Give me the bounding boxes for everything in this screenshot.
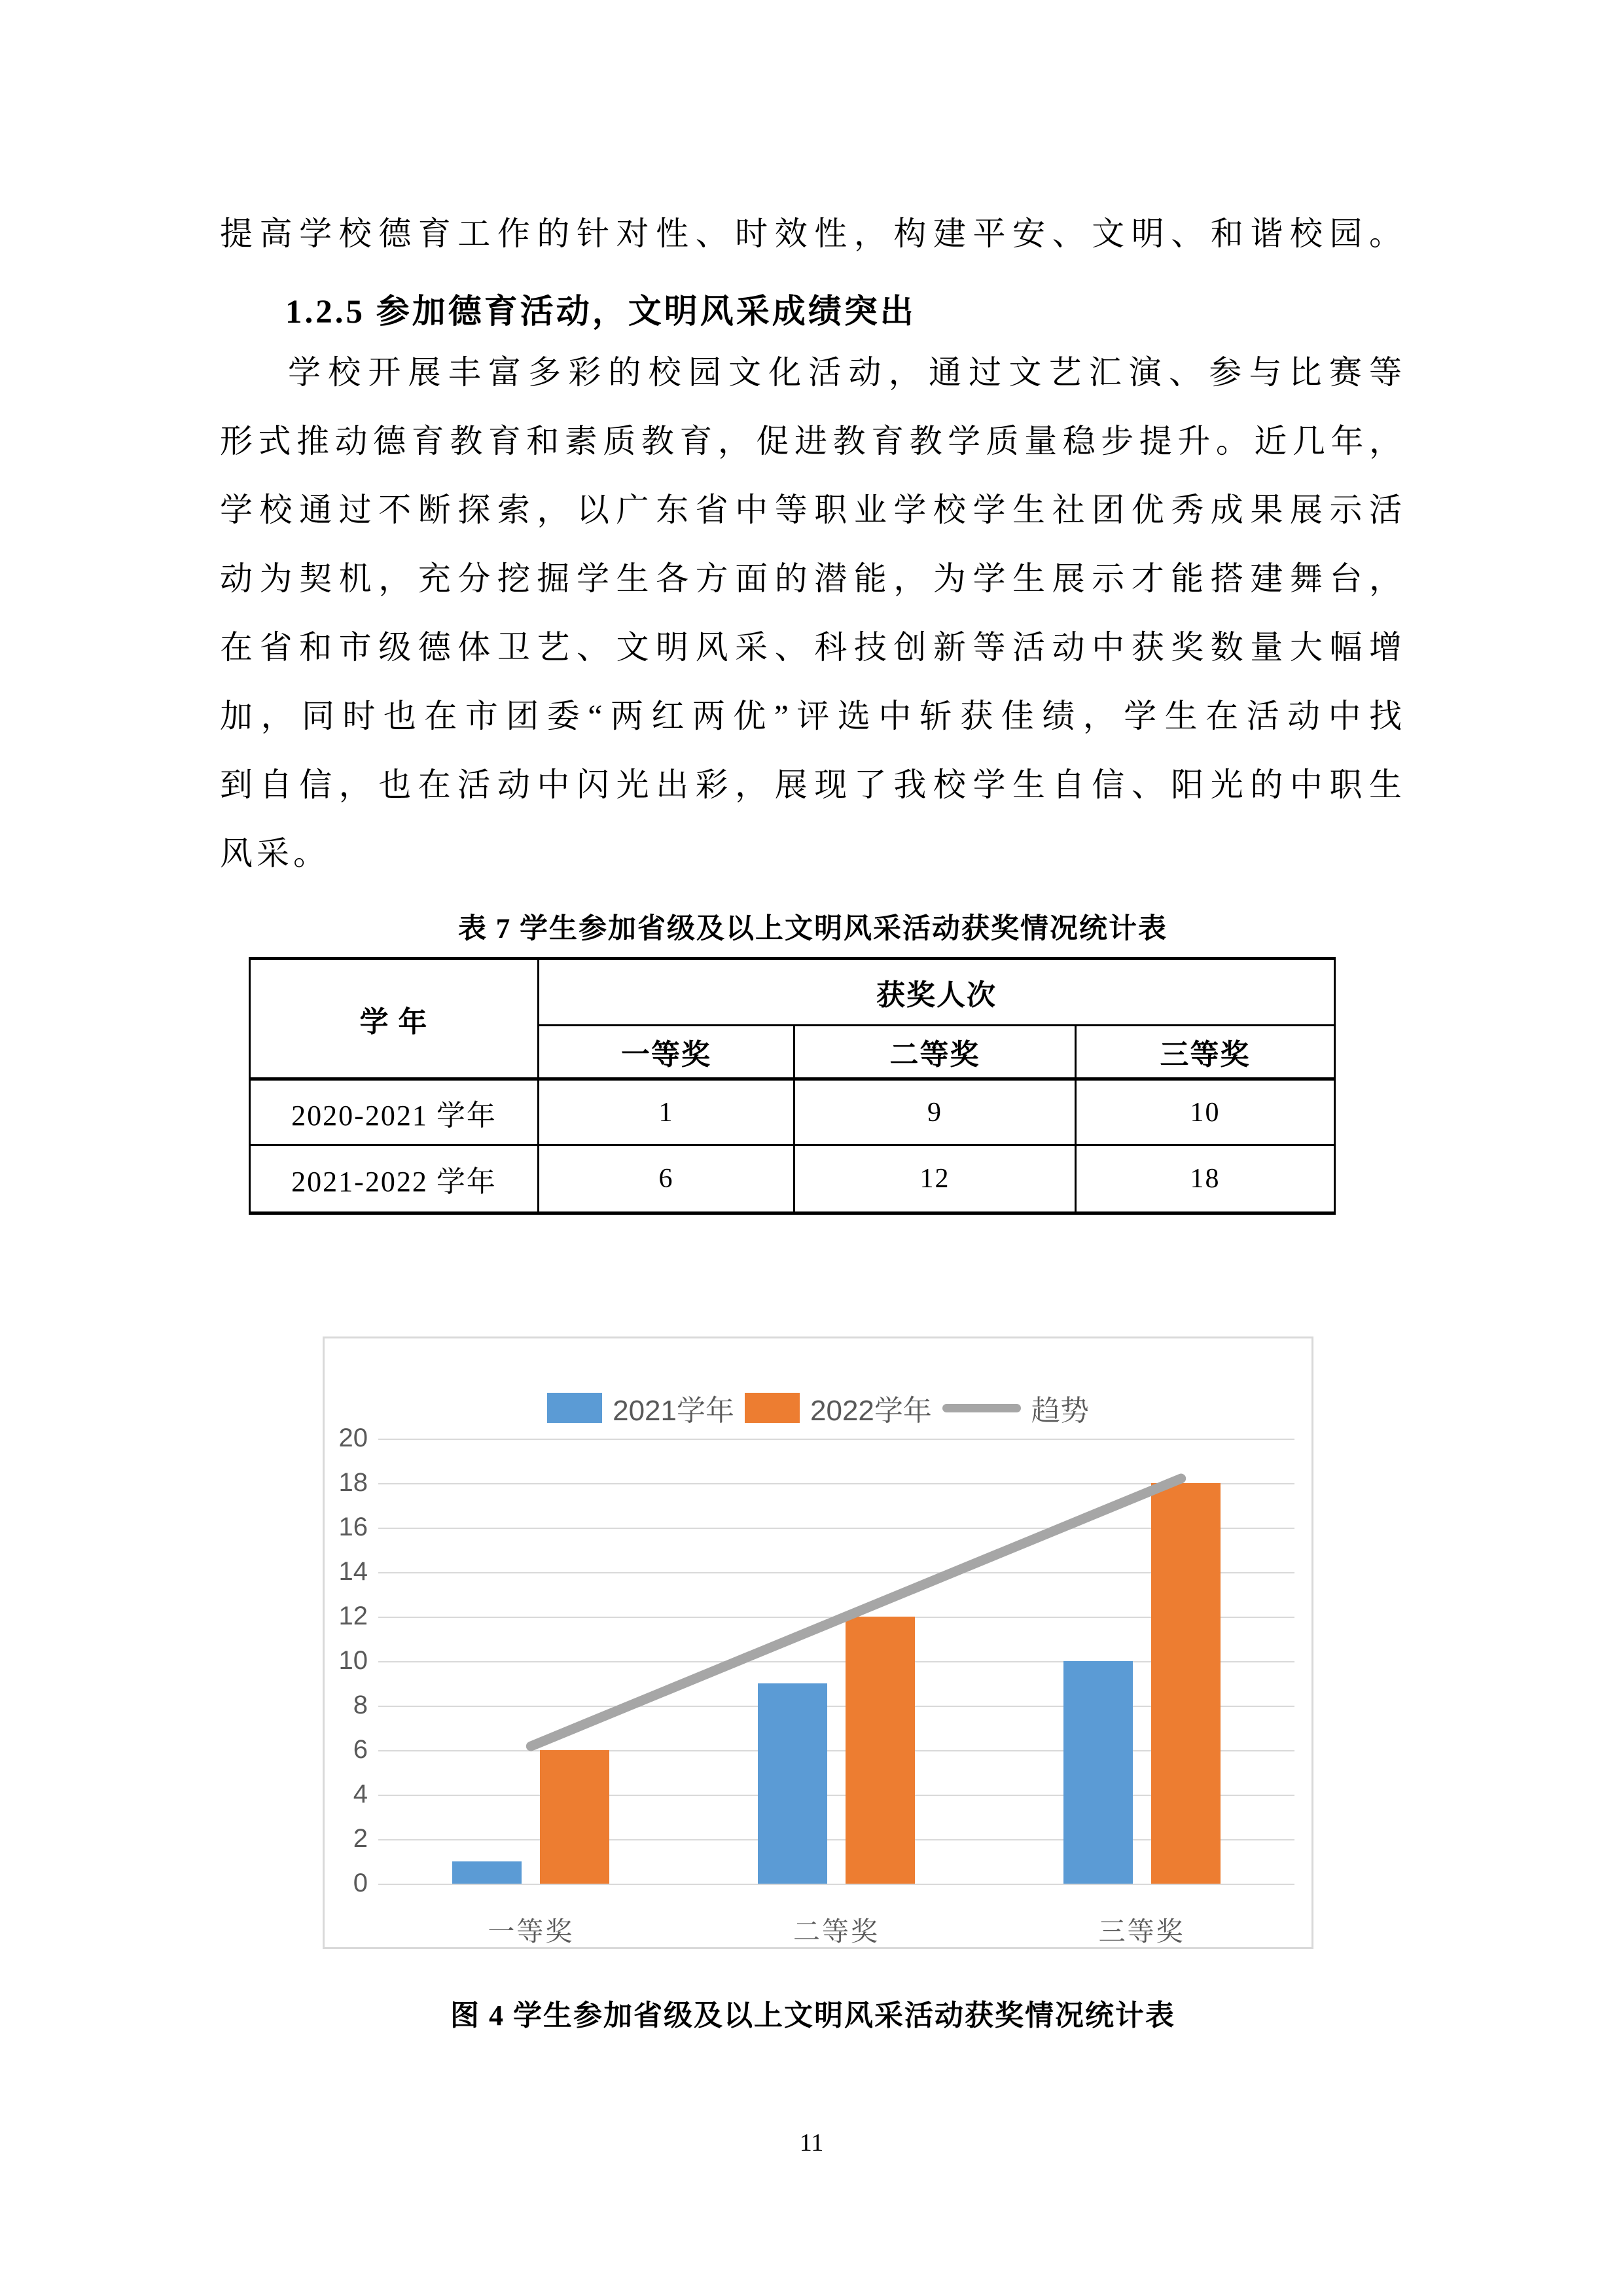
- legend-label: 2022学年: [810, 1395, 932, 1427]
- legend-label: 趋势: [1031, 1395, 1089, 1427]
- section-heading: 1.2.5 参加德育活动，文明风采成绩突出: [285, 294, 916, 331]
- y-axis-tick-label: 2: [353, 1824, 368, 1853]
- table-cell-value: 18: [1076, 1145, 1335, 1213]
- table-cell-value: 6: [539, 1145, 794, 1213]
- legend-label: 2021学年: [613, 1395, 734, 1427]
- paragraph-line: 加，同时也在市团委“两红两优”评选中斩获佳绩，学生在活动中找: [220, 698, 1406, 734]
- table-header-level-1: 一等奖: [539, 1026, 794, 1079]
- table-cell-value: 9: [794, 1079, 1076, 1145]
- bar-2021学年-三等奖: [1063, 1661, 1133, 1884]
- y-axis-tick-label: 12: [338, 1602, 368, 1630]
- y-axis-tick-label: 14: [338, 1557, 368, 1586]
- paragraph-line: 学校开展丰富多彩的校园文化活动，通过文艺汇演、参与比赛等: [288, 354, 1406, 391]
- bar-2021学年-一等奖: [452, 1861, 522, 1884]
- paragraph-line: 形式推动德育教育和素质教育，促进教育教学质量稳步提升。近几年，: [220, 423, 1406, 459]
- paragraph-line: 动为契机，充分挖掘学生各方面的潜能，为学生展示才能搭建舞台，: [220, 560, 1406, 597]
- y-axis-tick-label: 6: [353, 1735, 368, 1764]
- table-cell-value: 12: [794, 1145, 1076, 1213]
- table-row: [250, 1145, 1335, 1213]
- bar-2021学年-二等奖: [758, 1683, 827, 1884]
- table-cell-year: 2021-2022 学年: [250, 1145, 539, 1213]
- paragraph-line: 到自信，也在活动中闪光出彩，展现了我校学生自信、阳光的中职生: [220, 766, 1406, 803]
- table-cell-year: 2020-2021 学年: [250, 1079, 539, 1145]
- award-statistics-table: [249, 957, 1336, 1215]
- chart-legend: [325, 1387, 1311, 1429]
- table-header-level-2: 二等奖: [794, 1026, 1076, 1079]
- table-title: 表 7 学生参加省级及以上文明风采活动获奖情况统计表: [458, 914, 1168, 944]
- y-axis-tick-label: 0: [353, 1869, 368, 1897]
- table-cell-value: 1: [539, 1079, 794, 1145]
- table-header-level-3: 三等奖: [1076, 1026, 1335, 1079]
- y-axis-tick-label: 18: [338, 1468, 368, 1497]
- y-axis-tick-label: 10: [338, 1646, 368, 1675]
- y-axis-tick-label: 20: [338, 1424, 368, 1452]
- paragraph-line: 学校通过不断探索，以广东省中等职业学校学生社团优秀成果展示活: [220, 492, 1406, 528]
- legend-swatch-2022学年: [745, 1393, 800, 1423]
- figure-caption: 图 4 学生参加省级及以上文明风采活动获奖情况统计表: [450, 2000, 1175, 2032]
- bar-2022学年-三等奖: [1151, 1483, 1221, 1884]
- table-row: [250, 1079, 1335, 1145]
- legend-trend-line-swatch: [942, 1404, 1021, 1412]
- y-axis-tick-label: 8: [353, 1691, 368, 1719]
- paragraph-line: 在省和市级德体卫艺、文明风采、科技创新等活动中获奖数量大幅增: [220, 629, 1406, 666]
- bar-2022学年-一等奖: [540, 1750, 609, 1884]
- table-header-awards: 获奖人次: [539, 959, 1335, 1026]
- x-axis-category-label: 一等奖: [488, 1916, 575, 1946]
- x-axis-category-label: 二等奖: [793, 1916, 880, 1946]
- y-axis-tick-label: 4: [353, 1780, 368, 1808]
- bar-2022学年-二等奖: [846, 1617, 915, 1884]
- table-header-year: 学 年: [250, 959, 539, 1079]
- table-cell-value: 10: [1076, 1079, 1335, 1145]
- paragraph-line: 风采。: [220, 835, 330, 872]
- y-axis-tick-label: 16: [338, 1513, 368, 1541]
- award-bar-chart: [323, 1336, 1313, 1949]
- legend-swatch-2021学年: [547, 1393, 602, 1423]
- chart-gridline: [378, 1884, 1294, 1885]
- x-axis-category-label: 三等奖: [1098, 1916, 1185, 1946]
- paragraph-continuation-line: 提高学校德育工作的针对性、时效性，构建平安、文明、和谐校园。: [220, 215, 1406, 252]
- page-number: 11: [799, 2129, 824, 2157]
- chart-gridline: [378, 1439, 1294, 1440]
